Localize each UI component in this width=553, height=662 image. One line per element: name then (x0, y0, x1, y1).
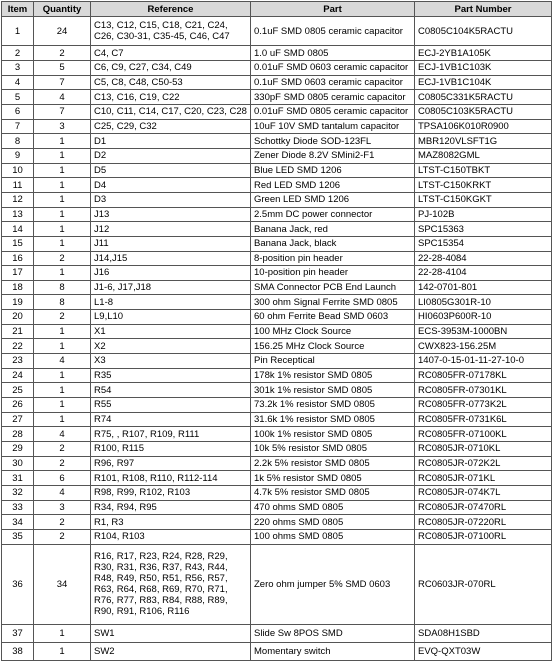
cell-part: Red LED SMD 1206 (251, 178, 415, 193)
cell-part-number: PJ-102B (415, 207, 552, 222)
table-row (2, 295, 552, 310)
cell-part: 300 ohm Signal Ferrite SMD 0805 (251, 295, 415, 310)
cell-item: 1 (2, 17, 34, 46)
cell-part: 2.5mm DC power connector (251, 207, 415, 222)
cell-item: 12 (2, 192, 34, 207)
table-row (2, 339, 552, 354)
cell-part: 2.2k 5% resistor SMD 0805 (251, 456, 415, 471)
cell-reference: SW2 (91, 642, 251, 660)
cell-part: 220 ohms SMD 0805 (251, 515, 415, 530)
cell-part: 0.01uF SMD 0603 ceramic capacitor (251, 60, 415, 75)
cell-part: 10k 5% resistor SMD 0805 (251, 442, 415, 457)
cell-part: 0.1uF SMD 0805 ceramic capacitor (251, 17, 415, 46)
cell-reference: D4 (91, 178, 251, 193)
cell-reference: C13, C16, C19, C22 (91, 90, 251, 105)
cell-quantity: 7 (34, 104, 91, 119)
cell-reference: X3 (91, 354, 251, 369)
cell-quantity: 1 (34, 192, 91, 207)
cell-part-number: RC0805JR-0710KL (415, 442, 552, 457)
header-item: Item (2, 2, 34, 17)
cell-item: 6 (2, 104, 34, 119)
cell-part: 0.1uF SMD 0603 ceramic capacitor (251, 75, 415, 90)
cell-item: 34 (2, 515, 34, 530)
table-row (2, 163, 552, 178)
cell-part: 330pF SMD 0805 ceramic capacitor (251, 90, 415, 105)
header-row (2, 2, 552, 17)
cell-part-number: 22-28-4104 (415, 266, 552, 281)
cell-part: 301k 1% resistor SMD 0805 (251, 383, 415, 398)
cell-item: 5 (2, 90, 34, 105)
cell-reference: C4, C7 (91, 46, 251, 61)
cell-quantity: 1 (34, 148, 91, 163)
cell-reference: L1-8 (91, 295, 251, 310)
cell-part: 100 MHz Clock Source (251, 324, 415, 339)
cell-reference: C13, C12, C15, C18, C21, C24, C26, C30-31, C35-45, C46, C47 (91, 17, 251, 46)
cell-item: 3 (2, 60, 34, 75)
cell-quantity: 4 (34, 354, 91, 369)
table-row (2, 222, 552, 237)
cell-quantity: 1 (34, 324, 91, 339)
cell-reference: J12 (91, 222, 251, 237)
cell-part: Green LED SMD 1206 (251, 192, 415, 207)
table-row (2, 207, 552, 222)
cell-reference: R1, R3 (91, 515, 251, 530)
cell-part-number: SDA08H1SBD (415, 624, 552, 642)
cell-part-number: RC0805JR-074K7L (415, 486, 552, 501)
cell-part: 73.2k 1% resistor SMD 0805 (251, 398, 415, 413)
cell-part-number: C0805C331K5RACTU (415, 90, 552, 105)
table-row (2, 266, 552, 281)
cell-part: Blue LED SMD 1206 (251, 163, 415, 178)
cell-reference: R75, , R107, R109, R111 (91, 427, 251, 442)
cell-part: Schottky Diode SOD-123FL (251, 134, 415, 149)
cell-reference: C5, C8, C48, C50-53 (91, 75, 251, 90)
cell-part-number: LTST-C150KGKT (415, 192, 552, 207)
cell-reference: R34, R94, R95 (91, 500, 251, 515)
cell-quantity: 1 (34, 383, 91, 398)
table-row (2, 119, 552, 134)
cell-item: 10 (2, 163, 34, 178)
cell-part-number: RC0805JR-072K2L (415, 456, 552, 471)
cell-reference: J16 (91, 266, 251, 281)
cell-part: 1.0 uF SMD 0805 (251, 46, 415, 61)
cell-part: 470 ohms SMD 0805 (251, 500, 415, 515)
cell-reference: C25, C29, C32 (91, 119, 251, 134)
cell-quantity: 3 (34, 119, 91, 134)
table-row (2, 60, 552, 75)
cell-quantity: 1 (34, 134, 91, 149)
cell-quantity: 34 (34, 544, 91, 624)
cell-part-number: ECJ-2YB1A105K (415, 46, 552, 61)
cell-reference: R104, R103 (91, 529, 251, 544)
cell-quantity: 1 (34, 398, 91, 413)
table-row (2, 383, 552, 398)
table-row (2, 192, 552, 207)
cell-part-number: RC0805JR-071KL (415, 471, 552, 486)
cell-part-number: MAZ8082GML (415, 148, 552, 163)
cell-quantity: 4 (34, 486, 91, 501)
cell-quantity: 1 (34, 222, 91, 237)
cell-part-number: RC0805FR-07178KL (415, 368, 552, 383)
cell-part-number: EVQ-QXT03W (415, 642, 552, 660)
cell-part-number: RC0805FR-07100KL (415, 427, 552, 442)
cell-part: 0.01uF SMD 0805 ceramic capacitor (251, 104, 415, 119)
table-row (2, 642, 552, 660)
table-row (2, 427, 552, 442)
cell-part: 8-position pin header (251, 251, 415, 266)
cell-part-number: 1407-0-15-01-11-27-10-0 (415, 354, 552, 369)
cell-item: 20 (2, 310, 34, 325)
cell-part-number: ECJ-1VB1C104K (415, 75, 552, 90)
cell-part: Zener Diode 8.2V SMini2-F1 (251, 148, 415, 163)
cell-item: 26 (2, 398, 34, 413)
cell-quantity: 24 (34, 17, 91, 46)
cell-quantity: 1 (34, 266, 91, 281)
cell-item: 14 (2, 222, 34, 237)
table-row (2, 75, 552, 90)
cell-reference: R101, R108, R110, R112-114 (91, 471, 251, 486)
cell-item: 32 (2, 486, 34, 501)
cell-part-number: RC0805JR-07220RL (415, 515, 552, 530)
cell-quantity: 1 (34, 339, 91, 354)
cell-quantity: 2 (34, 46, 91, 61)
cell-reference: C10, C11, C14, C17, C20, C23, C28 (91, 104, 251, 119)
cell-part: 4.7k 5% resistor SMD 0805 (251, 486, 415, 501)
cell-part-number: 22-28-4084 (415, 251, 552, 266)
cell-item: 36 (2, 544, 34, 624)
cell-item: 25 (2, 383, 34, 398)
table-row (2, 354, 552, 369)
table-row (2, 456, 552, 471)
cell-item: 19 (2, 295, 34, 310)
cell-part: Slide Sw 8POS SMD (251, 624, 415, 642)
cell-quantity: 2 (34, 442, 91, 457)
cell-reference: SW1 (91, 624, 251, 642)
cell-quantity: 5 (34, 60, 91, 75)
cell-quantity: 4 (34, 90, 91, 105)
cell-quantity: 2 (34, 515, 91, 530)
cell-part-number: LTST-C150KRKT (415, 178, 552, 193)
cell-item: 27 (2, 412, 34, 427)
table-row (2, 46, 552, 61)
table-row (2, 529, 552, 544)
cell-reference: R16, R17, R23, R24, R28, R29, R30, R31, R36, R37, R43, R44, R48, R49, R50, R51, R56, R57, R63, R64, R68, R69, R70, R71, R76, R77, R83, R84, R88, R89, R90, R91, R106, R116 (91, 544, 251, 624)
cell-quantity: 2 (34, 310, 91, 325)
cell-reference: R100, R115 (91, 442, 251, 457)
cell-reference: R74 (91, 412, 251, 427)
cell-reference: J11 (91, 236, 251, 251)
cell-part: Banana Jack, red (251, 222, 415, 237)
table-row (2, 90, 552, 105)
header-part-number: Part Number (415, 2, 552, 17)
cell-quantity: 1 (34, 178, 91, 193)
cell-quantity: 1 (34, 642, 91, 660)
cell-part-number: HI0603P600R-10 (415, 310, 552, 325)
cell-reference: D3 (91, 192, 251, 207)
cell-item: 4 (2, 75, 34, 90)
cell-part-number: SPC15363 (415, 222, 552, 237)
cell-reference: R35 (91, 368, 251, 383)
cell-part: 178k 1% resistor SMD 0805 (251, 368, 415, 383)
cell-quantity: 8 (34, 280, 91, 295)
cell-part: 100k 1% resistor SMD 0805 (251, 427, 415, 442)
cell-item: 11 (2, 178, 34, 193)
cell-item: 23 (2, 354, 34, 369)
cell-quantity: 7 (34, 75, 91, 90)
cell-item: 15 (2, 236, 34, 251)
cell-reference: J13 (91, 207, 251, 222)
cell-reference: X2 (91, 339, 251, 354)
cell-part-number: CWX823-156.25M (415, 339, 552, 354)
cell-part: SMA Connector PCB End Launch (251, 280, 415, 295)
cell-item: 33 (2, 500, 34, 515)
cell-quantity: 3 (34, 500, 91, 515)
cell-item: 16 (2, 251, 34, 266)
cell-item: 2 (2, 46, 34, 61)
cell-reference: J1-6, J17,J18 (91, 280, 251, 295)
table-row (2, 17, 552, 46)
cell-quantity: 1 (34, 236, 91, 251)
cell-part-number: RC0805FR-07301KL (415, 383, 552, 398)
cell-part-number: RC0603JR-070RL (415, 544, 552, 624)
table-row (2, 442, 552, 457)
cell-part-number: TPSA106K010R0900 (415, 119, 552, 134)
table-row (2, 368, 552, 383)
table-row (2, 178, 552, 193)
cell-quantity: 8 (34, 295, 91, 310)
cell-part-number: C0805C104K5RACTU (415, 17, 552, 46)
cell-item: 13 (2, 207, 34, 222)
cell-part: Zero ohm jumper 5% SMD 0603 (251, 544, 415, 624)
cell-quantity: 1 (34, 368, 91, 383)
table-row (2, 280, 552, 295)
table-row (2, 398, 552, 413)
cell-reference: C6, C9, C27, C34, C49 (91, 60, 251, 75)
cell-part: Momentary switch (251, 642, 415, 660)
cell-reference: X1 (91, 324, 251, 339)
cell-part: 60 ohm Ferrite Bead SMD 0603 (251, 310, 415, 325)
header-reference: Reference (91, 2, 251, 17)
cell-item: 21 (2, 324, 34, 339)
cell-item: 38 (2, 642, 34, 660)
cell-item: 35 (2, 529, 34, 544)
cell-item: 28 (2, 427, 34, 442)
header-quantity: Quantity (34, 2, 91, 17)
cell-item: 30 (2, 456, 34, 471)
table-row (2, 148, 552, 163)
header-part: Part (251, 2, 415, 17)
cell-part-number: RC0805FR-0731K6L (415, 412, 552, 427)
cell-part-number: 142-0701-801 (415, 280, 552, 295)
cell-item: 22 (2, 339, 34, 354)
bill-of-materials-table (1, 1, 552, 661)
cell-quantity: 2 (34, 456, 91, 471)
table-row (2, 236, 552, 251)
cell-reference: R98, R99, R102, R103 (91, 486, 251, 501)
cell-part-number: RC0805FR-0773K2L (415, 398, 552, 413)
cell-part: 31.6k 1% resistor SMD 0805 (251, 412, 415, 427)
table-row (2, 251, 552, 266)
table-row (2, 471, 552, 486)
table-row (2, 500, 552, 515)
table-row (2, 134, 552, 149)
cell-part-number: RC0805JR-07470RL (415, 500, 552, 515)
cell-item: 8 (2, 134, 34, 149)
cell-item: 7 (2, 119, 34, 134)
cell-quantity: 1 (34, 412, 91, 427)
cell-part: 10-position pin header (251, 266, 415, 281)
table-row (2, 624, 552, 642)
cell-reference: L9,L10 (91, 310, 251, 325)
cell-quantity: 1 (34, 624, 91, 642)
cell-reference: J14,J15 (91, 251, 251, 266)
cell-part-number: LI0805G301R-10 (415, 295, 552, 310)
cell-reference: R55 (91, 398, 251, 413)
cell-part: Banana Jack, black (251, 236, 415, 251)
cell-quantity: 2 (34, 529, 91, 544)
cell-part: 100 ohms SMD 0805 (251, 529, 415, 544)
table-body (2, 17, 552, 661)
cell-part-number: MBR120VLSFT1G (415, 134, 552, 149)
cell-reference: D2 (91, 148, 251, 163)
cell-item: 31 (2, 471, 34, 486)
table-row (2, 544, 552, 624)
cell-reference: R96, R97 (91, 456, 251, 471)
cell-part: 1k 5% resistor SMD 0805 (251, 471, 415, 486)
cell-reference: R54 (91, 383, 251, 398)
cell-item: 37 (2, 624, 34, 642)
table-row (2, 486, 552, 501)
table-row (2, 324, 552, 339)
cell-part: Pin Receptical (251, 354, 415, 369)
cell-quantity: 4 (34, 427, 91, 442)
cell-item: 9 (2, 148, 34, 163)
cell-part-number: RC0805JR-07100RL (415, 529, 552, 544)
cell-quantity: 1 (34, 163, 91, 178)
cell-quantity: 1 (34, 207, 91, 222)
cell-part-number: SPC15354 (415, 236, 552, 251)
table-row (2, 104, 552, 119)
cell-quantity: 6 (34, 471, 91, 486)
cell-item: 29 (2, 442, 34, 457)
cell-part-number: ECS-3953M-1000BN (415, 324, 552, 339)
cell-part-number: LTST-C150TBKT (415, 163, 552, 178)
cell-reference: D1 (91, 134, 251, 149)
cell-part: 156.25 MHz Clock Source (251, 339, 415, 354)
cell-quantity: 2 (34, 251, 91, 266)
cell-part-number: C0805C103K5RACTU (415, 104, 552, 119)
table-row (2, 412, 552, 427)
cell-item: 24 (2, 368, 34, 383)
cell-item: 17 (2, 266, 34, 281)
cell-reference: D5 (91, 163, 251, 178)
cell-part: 10uF 10V SMD tantalum capacitor (251, 119, 415, 134)
cell-part-number: ECJ-1VB1C103K (415, 60, 552, 75)
cell-item: 18 (2, 280, 34, 295)
table-row (2, 515, 552, 530)
table-row (2, 310, 552, 325)
